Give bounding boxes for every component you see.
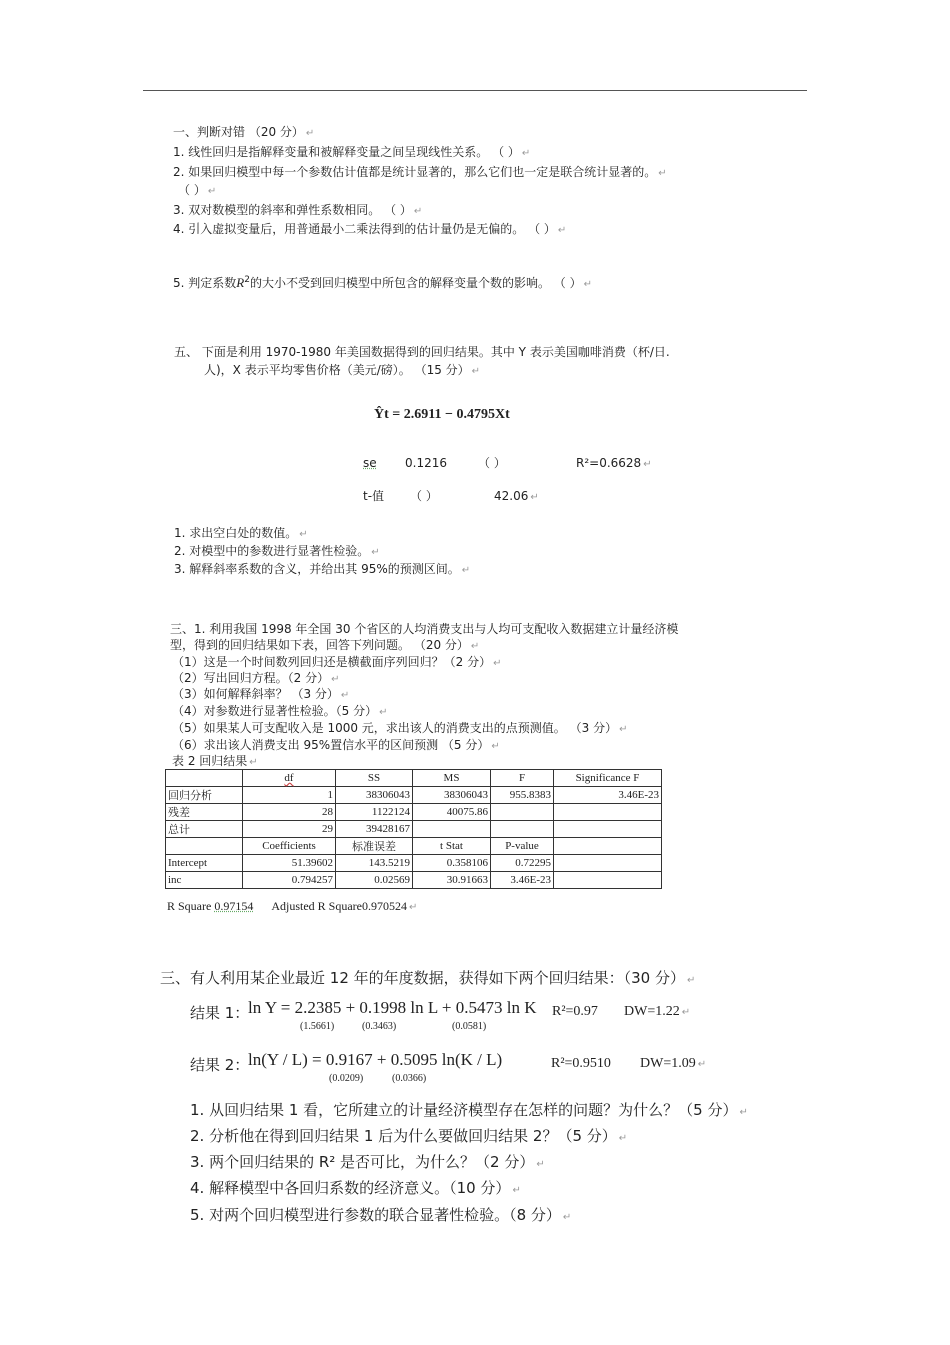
table-cell: 0.72295 <box>491 855 554 872</box>
section3a-question-3: （3）如何解释斜率？ （3 分） ↵ <box>172 687 350 701</box>
result2-dw: DW=1.09 ↵ <box>640 1056 707 1071</box>
table-cell: 39428167 <box>336 821 413 838</box>
table-row <box>166 872 662 889</box>
section1-item-2-blank: （ ） ↵ <box>178 183 217 197</box>
section1-item-1: 1. 线性回归是指解释变量和被解释变量之间呈现线性关系。 （ ） ↵ <box>173 145 531 159</box>
table-caption: 表 2 回归结果 ↵ <box>172 754 258 768</box>
section3a-line-2: 型，得到的回归结果如下表，回答下列问题。 （20 分） ↵ <box>170 638 480 652</box>
table-cell <box>554 872 662 889</box>
table-row <box>166 821 662 838</box>
table-cell: 0.358106 <box>413 855 491 872</box>
table-cell <box>554 821 662 838</box>
table-row <box>166 855 662 872</box>
table-cell: 回归分析 <box>166 787 243 804</box>
table-cell: 总计 <box>166 821 243 838</box>
table-cell: 38306043 <box>413 787 491 804</box>
section3b-question-5: 5. 对两个回归模型进行参数的联合显著性检验。（8 分） ↵ <box>190 1206 572 1224</box>
table-header-cell: MS <box>413 770 491 787</box>
result2-se-2: (0.0366) <box>392 1073 427 1084</box>
table-header-row <box>166 838 662 855</box>
result1-label: 结果 1： <box>190 1004 250 1022</box>
se-label: se <box>363 456 377 470</box>
section3a-question-1: （1）这是一个时间数列回归还是横截面序列回归？（2 分） ↵ <box>172 655 502 669</box>
table-cell: 1122124 <box>336 804 413 821</box>
table-row <box>166 804 662 821</box>
section3a-question-6: （6）求出该人消费支出 95%置信水平的区间预测 （5 分） ↵ <box>172 738 500 752</box>
section3a-question-5: （5）如果某人可支配收入是 1000 元，求出该人的消费支出的点预测值。 （3 分） ↵ <box>172 721 628 735</box>
table-cell: inc <box>166 872 243 889</box>
section1-item-2: 2. 如果回归模型中每一个参数估计值都是统计显著的，那么它们也一定是联合统计显著的。 ↵ <box>173 165 667 179</box>
table-cell: 3.46E-23 <box>554 787 662 804</box>
table-header-cell: Coefficients <box>243 838 336 855</box>
section1-item-5: 5. 判定系数$R^2$的大小不受到回归模型中所包含的解释变量个数的影响。 （ ） ↵ <box>173 275 592 290</box>
t-value: 42.06 ↵ <box>494 489 539 503</box>
table-cell: 0.02569 <box>336 872 413 889</box>
table-cell: 40075.86 <box>413 804 491 821</box>
result2-label: 结果 2： <box>190 1056 250 1074</box>
table-header-cell: 标准误差 <box>336 838 413 855</box>
result1-dw: DW=1.22 ↵ <box>624 1004 691 1019</box>
table-cell <box>491 804 554 821</box>
table-header-cell <box>166 838 243 855</box>
section3a-question-4: （4）对参数进行显著性检验。（5 分） ↵ <box>172 704 388 718</box>
top-rule <box>143 90 807 91</box>
section5-question-2: 2. 对模型中的参数进行显著性检验。 ↵ <box>174 544 380 558</box>
section3b-question-4: 4. 解释模型中各回归系数的经济意义。（10 分） ↵ <box>190 1179 521 1197</box>
table-cell: 143.5219 <box>336 855 413 872</box>
section1-item-4: 4. 引入虚拟变量后，用普通最小二乘法得到的估计量仍是无偏的。 （ ） ↵ <box>173 222 567 236</box>
table-header-cell <box>554 838 662 855</box>
table-header-row <box>166 770 662 787</box>
table-cell: 51.39602 <box>243 855 336 872</box>
table-row <box>166 787 662 804</box>
t-blank: （ ） <box>410 489 438 503</box>
table-cell <box>413 821 491 838</box>
regression-table <box>165 769 662 889</box>
table-cell: 30.91663 <box>413 872 491 889</box>
section3b-question-3: 3. 两个回归结果的 R² 是否可比，为什么？（2 分） ↵ <box>190 1153 545 1171</box>
section3b-question-2: 2. 分析他在得到回归结果 1 后为什么要做回归结果 2？（5 分） ↵ <box>190 1127 628 1145</box>
result2-r2: R²=0.9510 <box>551 1056 611 1071</box>
result2-equation: ln(Y / L) = 0.9167 + 0.5095 ln(K / L) <box>248 1050 503 1069</box>
section5-question-3: 3. 解释斜率系数的含义，并给出其 95%的预测区间。 ↵ <box>174 562 471 576</box>
t-label: t-值 <box>363 489 385 503</box>
result1-r2: R²=0.97 <box>552 1004 598 1019</box>
table-cell: 38306043 <box>336 787 413 804</box>
section3a-line-1: 三、1. 利用我国 1998 年全国 30 个省区的人均消费支出与人均可支配收入数据建立计量经济模 <box>170 622 679 636</box>
section1-heading: 一、判断对错 （20 分） ↵ <box>173 125 315 139</box>
table-cell: 3.46E-23 <box>491 872 554 889</box>
section3a-question-2: （2）写出回归方程。（2 分） ↵ <box>172 671 340 685</box>
section3b-heading: 三、有人利用某企业最近 12 年的年度数据，获得如下两个回归结果：（30 分） ↵ <box>160 969 696 987</box>
table-cell: 955.8383 <box>491 787 554 804</box>
table-header-cell: F <box>491 770 554 787</box>
table-cell: 28 <box>243 804 336 821</box>
r-square-line: R Square 0.97154 Adjusted R Square0.970524 ↵ <box>167 899 418 913</box>
table-cell: 残差 <box>166 804 243 821</box>
se-value: 0.1216 <box>405 456 447 470</box>
result1-se-1: (1.5661) <box>300 1021 335 1032</box>
table-header-cell: t Stat <box>413 838 491 855</box>
section5-line-2: 人)，X 表示平均零售价格（美元/磅）。 （15 分） ↵ <box>204 363 481 377</box>
table-header-cell: Significance F <box>554 770 662 787</box>
result1-equation: ln Y = 2.2385 + 0.1998 ln L + 0.5473 ln K <box>248 998 537 1017</box>
table-cell: 0.794257 <box>243 872 336 889</box>
table-cell: 1 <box>243 787 336 804</box>
result1-se-3: (0.0581) <box>452 1021 487 1032</box>
table-cell <box>491 821 554 838</box>
result1-se-2: (0.3463) <box>362 1021 397 1032</box>
section5-question-1: 1. 求出空白处的数值。 ↵ <box>174 526 308 540</box>
section5-line-1: 五、 下面是利用 1970-1980 年美国数据得到的回归结果。其中 Y 表示美国咖啡消费（杯/日. <box>174 345 670 359</box>
table-header-cell: P-value <box>491 838 554 855</box>
section3b-question-1: 1. 从回归结果 1 看，它所建立的计量经济模型存在怎样的问题？为什么？（5 分） ↵ <box>190 1101 748 1119</box>
table-header-cell: SS <box>336 770 413 787</box>
section1-item-3: 3. 双对数模型的斜率和弹性系数相同。 （ ） ↵ <box>173 203 423 217</box>
se-blank: （ ） <box>478 456 506 470</box>
table-cell <box>554 804 662 821</box>
table-cell: Intercept <box>166 855 243 872</box>
r-squared: R²=0.6628 ↵ <box>576 456 652 470</box>
table-cell <box>554 855 662 872</box>
table-cell: 29 <box>243 821 336 838</box>
table-header-cell: df <box>243 770 336 787</box>
section5-equation: Ŷt = 2.6911 − 0.4795Xt <box>374 407 510 422</box>
table-header-cell <box>166 770 243 787</box>
result2-se-1: (0.0209) <box>329 1073 364 1084</box>
